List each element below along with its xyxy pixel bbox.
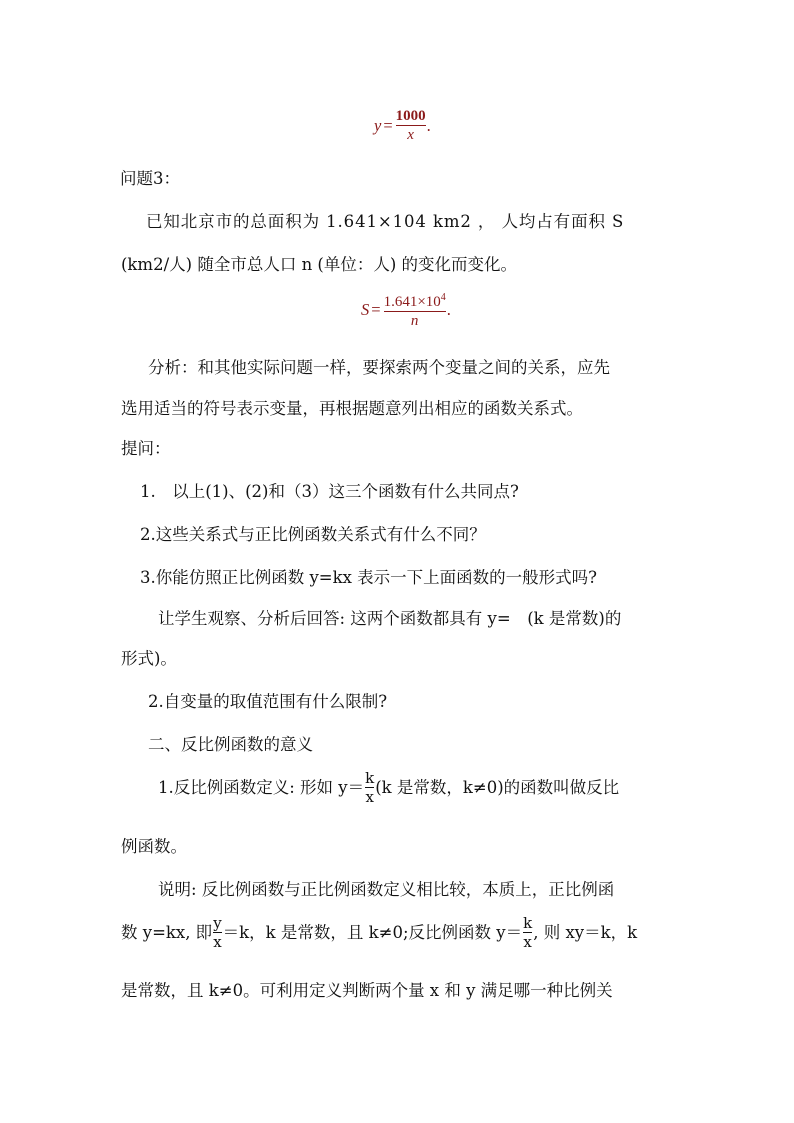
question-2: 2.这些关系式与正比例函数关系式有什么不同？ xyxy=(140,525,486,544)
problem3-title: 问题3： xyxy=(120,169,180,188)
eq2-numerator xyxy=(384,290,446,310)
note-fraction2-denominator: x xyxy=(523,933,532,951)
note-line2-part-c: , 则 xy＝k，k xyxy=(533,922,638,942)
note-fraction1-numerator: y xyxy=(213,914,222,932)
eq2-period: . xyxy=(446,299,451,319)
eq1-equals: = xyxy=(383,115,393,135)
eq2-numerator-base: 1.641×10 xyxy=(383,294,441,310)
note-line2-part-b: ＝k，k 是常数，且 k≠0;反比例函数 y＝ xyxy=(222,922,523,942)
question-title: 提问： xyxy=(121,439,171,458)
eq1-fraction xyxy=(396,108,426,143)
question-1: 1. 以上(1)、(2)和（3）这三个函数有什么共同点? xyxy=(140,482,519,501)
note-fraction2-numerator: k xyxy=(523,914,533,932)
definition-fraction-numerator: k xyxy=(365,769,375,787)
eq2-denominator: n xyxy=(410,313,419,329)
eq2-lhs: S xyxy=(361,299,370,319)
eq1-lhs: y xyxy=(374,115,382,135)
analysis-line2: 选用适当的符号表示变量，再根据题意列出相应的函数关系式。 xyxy=(121,399,583,418)
eq2-fraction xyxy=(384,290,446,329)
definition-prefix: 1.反比例函数定义: 形如 y＝ xyxy=(158,777,365,797)
definition-fraction xyxy=(365,770,374,805)
eq1-denominator: x xyxy=(407,127,414,143)
eq1-numerator: 1000 xyxy=(395,108,426,124)
problem3-line2: (km2/人) 随全市总人口 n (单位：人) 的变化而变化。 xyxy=(121,255,518,274)
answer-line2: 形式)。 xyxy=(121,649,177,668)
note-fraction-k-over-x xyxy=(523,915,532,950)
eq2-equals: = xyxy=(371,299,381,319)
note-fraction-y-over-x xyxy=(213,915,221,950)
section-2-heading: 二、反比例函数的意义 xyxy=(148,735,313,754)
equation-y-1000-over-x xyxy=(374,108,431,143)
analysis-line1: 分析：和其他实际问题一样，要探索两个变量之间的关系，应先 xyxy=(148,358,610,377)
note-line1: 说明: 反比例函数与正比例函数定义相比较，本质上，正比例函 xyxy=(158,880,615,899)
note-line2 xyxy=(121,915,637,950)
eq2-fraction-bar xyxy=(384,311,446,312)
question-range: 2.自变量的取值范围有什么限制? xyxy=(148,692,388,711)
equation-s-area-over-n xyxy=(361,290,451,329)
note-line2-part-a: 数 y=kx, 即 xyxy=(121,922,213,942)
definition-suffix: (k 是常数，k≠0)的函数叫做反比 xyxy=(375,777,620,797)
question-3: 3.你能仿照正比例函数 y=kx 表示一下上面函数的一般形式吗? xyxy=(140,568,598,587)
definition-line2: 例函数。 xyxy=(121,837,187,856)
note-fraction1-denominator: x xyxy=(213,933,222,951)
problem3-line1: 已知北京市的总面积为 1.641×104 km2 ， 人均占有面积 S xyxy=(146,212,625,231)
definition-fraction-denominator: x xyxy=(365,788,374,806)
answer-line1: 让学生观察、分析后回答: 这两个函数都具有 y= (k 是常数)的 xyxy=(158,609,622,628)
note-line3: 是常数，且 k≠0。可利用定义判断两个量 x 和 y 满足哪一种比例关 xyxy=(121,981,613,1000)
definition-line1 xyxy=(158,770,619,805)
eq1-fraction-bar xyxy=(396,125,426,126)
eq2-numerator-exponent: 4 xyxy=(440,292,446,303)
eq1-period: . xyxy=(426,115,431,135)
